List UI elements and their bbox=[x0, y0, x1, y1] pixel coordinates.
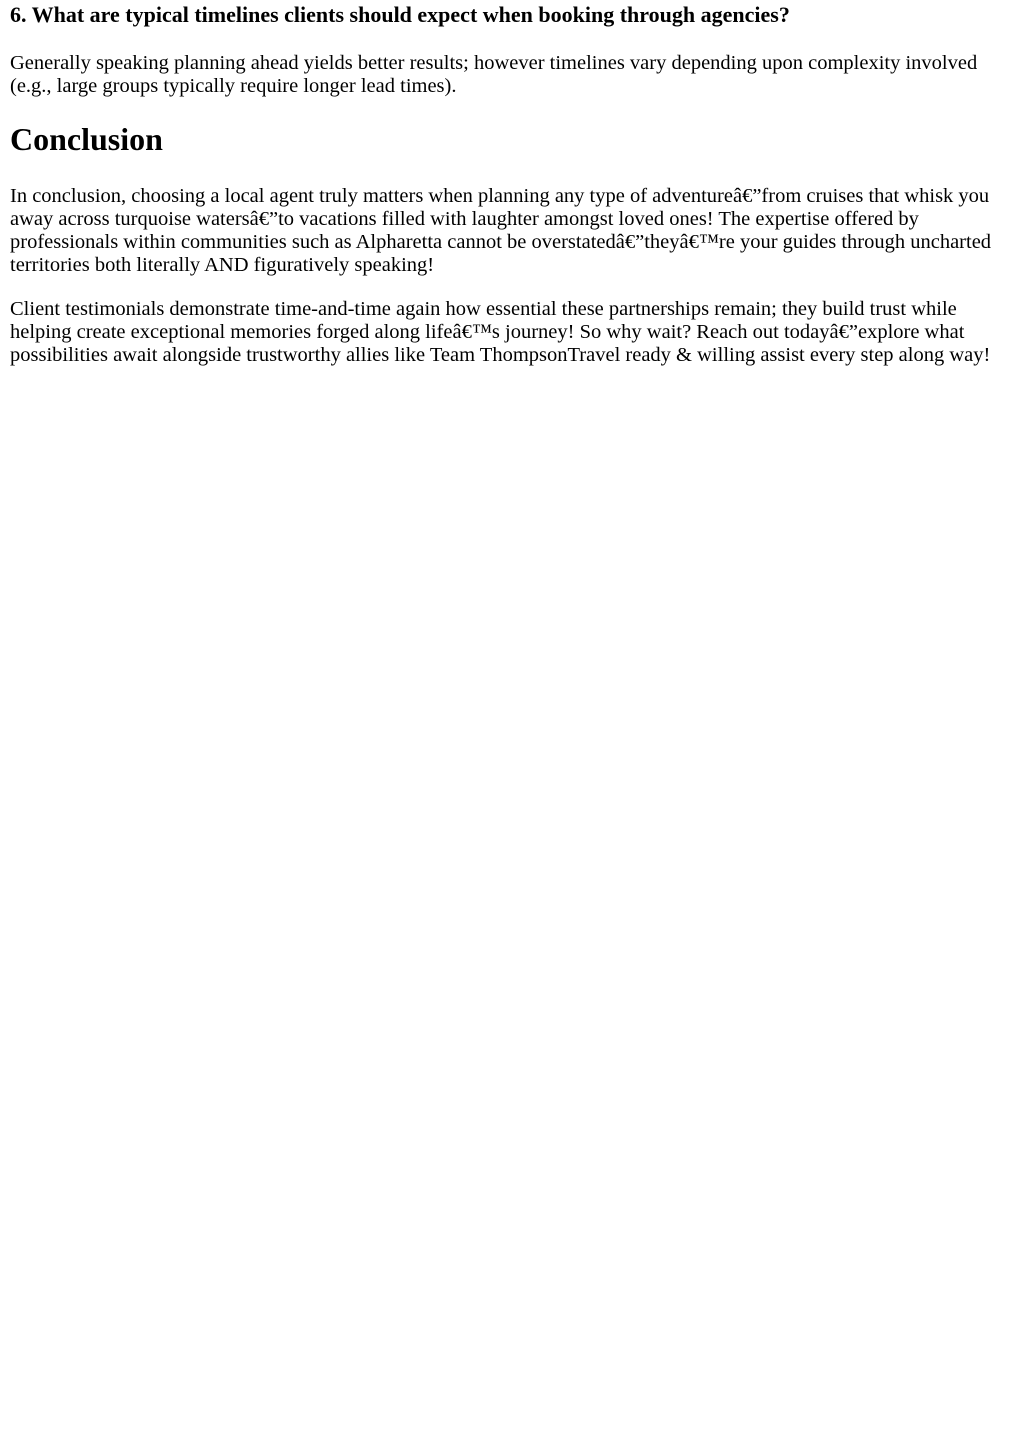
conclusion-paragraph-1: In conclusion, choosing a local agent truly matters when planning any type of adventureâ€”from cruises that whisk you away across turquoise watersâ€”to vacations filled with laughter amongst loved ones! The expertise offered by professionals within communities such as Alpharetta cannot be overstatedâ€”theyâ€™re your guides through uncharted territories both literally AND figuratively speaking! bbox=[10, 185, 992, 276]
faq-question-heading: 6. What are typical timelines clients should expect when booking through agencies? bbox=[10, 2, 790, 27]
conclusion-paragraph-2: Client testimonials demonstrate time-and-time again how essential these partnerships remain; they build trust while helping create exceptional memories forged along lifeâ€™s journey! So why wait? Reach out todayâ€”explore what possibilities await alongside trustworthy allies like Team ThompsonTravel ready & willing assist every step along way! bbox=[10, 298, 991, 366]
article-content bbox=[0, 1, 1024, 367]
faq-answer-paragraph: Generally speaking planning ahead yields better results; however timelines vary depending upon complexity involved (e.g., large groups typically require longer lead times). bbox=[10, 52, 978, 97]
conclusion-heading: Conclusion bbox=[10, 121, 163, 157]
